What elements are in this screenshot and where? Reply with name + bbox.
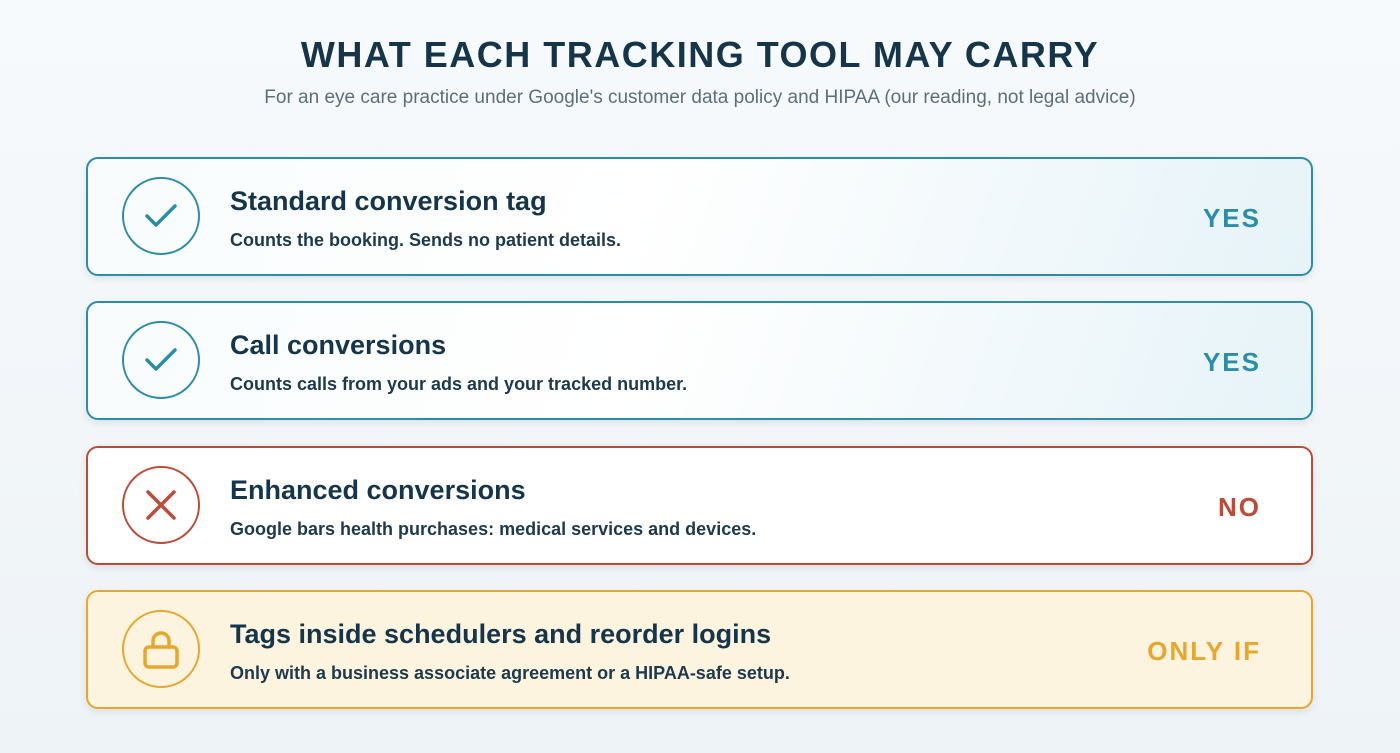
row-description: Only with a business associate agreement or a HIPAA-safe setup. bbox=[230, 663, 790, 683]
row-description: Counts the booking. Sends no patient details. bbox=[230, 230, 622, 250]
verdict-label: ONLY IF bbox=[1147, 636, 1261, 666]
row-scheduler-tags bbox=[86, 590, 1313, 709]
row-title: Standard conversion tag bbox=[230, 186, 547, 216]
row-call-conversions bbox=[86, 301, 1313, 420]
row-title: Call conversions bbox=[230, 330, 447, 360]
verdict-label: YES bbox=[1202, 203, 1261, 233]
verdict-label: NO bbox=[1218, 492, 1261, 522]
row-title: Tags inside schedulers and reorder logins bbox=[230, 619, 772, 649]
verdict-label: YES bbox=[1202, 347, 1261, 377]
x-icon bbox=[122, 466, 200, 544]
row-title: Enhanced conversions bbox=[230, 475, 526, 505]
check-icon bbox=[122, 177, 200, 255]
row-standard-conversion-tag bbox=[86, 157, 1313, 276]
check-icon bbox=[122, 321, 200, 399]
page-title: WHAT EACH TRACKING TOOL MAY CARRY bbox=[300, 34, 1100, 75]
row-enhanced-conversions bbox=[86, 446, 1313, 565]
lock-icon bbox=[122, 610, 200, 688]
row-description: Google bars health purchases: medical services and devices. bbox=[230, 519, 757, 539]
row-description: Counts calls from your ads and your tracked number. bbox=[230, 374, 688, 394]
page-subtitle: For an eye care practice under Google's customer data policy and HIPAA (our reading, not legal advice) bbox=[264, 87, 1136, 108]
